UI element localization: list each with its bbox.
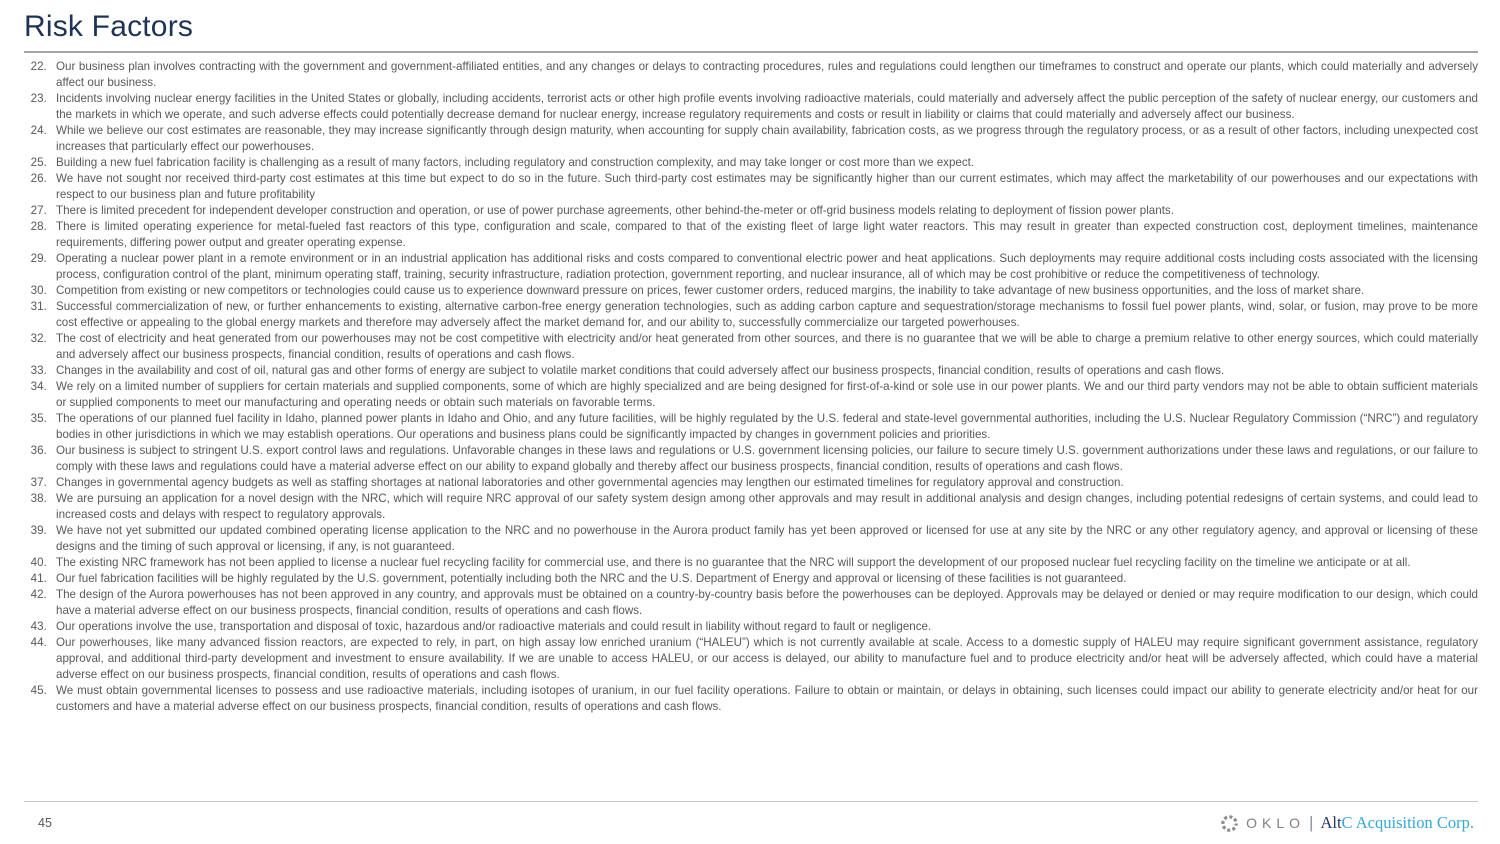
risk-factor-item: 35. The operations of our planned fuel facility in Idaho, planned power plants in Idaho and Ohio, and any future facilities, will be highly regulated by the U.S. federal and state-level governmental authorities, including the U.S. Nuclear Regulatory Commission (“NRC”) and regulatory bodies in other jurisdictions in which we may establish operations. Our operations and business plans could be significantly impacted by changes in government policies and priorities. (50, 411, 1478, 443)
slide-content (24, 8, 1478, 715)
altc-wordmark-light: C Acquisition Corp. (1341, 813, 1474, 832)
risk-factor-item: 42. The design of the Aurora powerhouses has not been approved in any country, and approvals must be obtained on a country-by-country basis before the powerhouses can be deployed. Approvals may be delayed or denied or may require modification to our design, which could have a material adverse effect on our business prospects, financial condition, results of operations and cash flows. (50, 587, 1478, 619)
risk-factor-item: 37. Changes in governmental agency budgets as well as staffing shortages at national laboratories and other governmental agencies may lengthen our estimated timelines for regulatory approval and construction. (50, 475, 1478, 491)
risk-factor-item: 32. The cost of electricity and heat generated from our powerhouses may not be cost competitive with electricity and/or heat generated from other sources, and there is no guarantee that we will be able to charge a premium relative to other energy sources, which could materially and adversely affect our business prospects, financial condition, results of operations and cash flows. (50, 331, 1478, 363)
oklo-altc-logo (1220, 813, 1478, 833)
title-divider (24, 51, 1478, 53)
risk-factor-item: 27. There is limited precedent for independent developer construction and operation, or use of power purchase agreements, other behind-the-meter or off-grid business models relating to deployment of fission power plants. (50, 203, 1478, 219)
risk-factor-item: 22. Our business plan involves contracting with the government and government-affiliated entities, and any changes or delays to contracting procedures, rules and regulations could lengthen our timeframes to construct and operate our plants, which could materially and adversely affect our business. (50, 59, 1478, 91)
risk-factor-item: 24. While we believe our cost estimates are reasonable, they may increase significantly through design maturity, when accounting for supply chain availability, fabrication costs, as we progress through the regulatory process, or as a result of other factors, including unexpected cost increases that particularly effect our powerhouses. (50, 123, 1478, 155)
risk-factor-item: 41. Our fuel fabrication facilities will be highly regulated by the U.S. government, potentially including both the NRC and the U.S. Department of Energy and approval or licensing of these facilities is not guaranteed. (50, 571, 1478, 587)
risk-factors-list (24, 59, 1478, 715)
risk-factor-item: 43. Our operations involve the use, transportation and disposal of toxic, hazardous and/or radioactive materials and could result in liability without regard to fault or negligence. (50, 619, 1478, 635)
risk-factor-item: 38. We are pursuing an application for a novel design with the NRC, which will require NRC approval of our safety system design among other approvals and may result in additional analysis and design changes, including potential redesigns of certain systems, and could lead to increased costs and delays with respect to regulatory approvals. (50, 491, 1478, 523)
logo-divider-bar: | (1309, 813, 1314, 832)
risk-factor-item: 31. Successful commercialization of new, or further enhancements to existing, alternative carbon-free energy generation technologies, such as adding carbon capture and sequestration/storage mechanisms to fossil fuel power plants, wind, solar, or fusion, may prove to be more cost effective or appealing to the global energy markets and therefore may adversely affect the market demand for, and our ability to, successfully commercialize our targeted powerhouses. (50, 299, 1478, 331)
risk-factor-item: 33. Changes in the availability and cost of oil, natural gas and other forms of energy are subject to volatile market conditions that could adversely affect our business prospects, financial condition, results of operations and cash flows. (50, 363, 1478, 379)
risk-factor-item: 36. Our business is subject to stringent U.S. export control laws and regulations. Unfavorable changes in these laws and regulations or U.S. government licensing policies, our failure to secure timely U.S. government authorizations under these laws and regulations, or our failure to comply with these laws and regulations could have a material adverse effect on our ability to expand globally and thereby affect our business prospects, financial condition, results of operations and cash flows. (50, 443, 1478, 475)
risk-factor-item: 34. We rely on a limited number of suppliers for certain materials and supplied components, some of which are highly specialized and are being designed for first-of-a-kind or sole use in our power plants. We and our third party vendors may not be able to obtain sufficient materials or supplied components to meet our manufacturing and operating needs or obtain such materials on favorable terms. (50, 379, 1478, 411)
page-number: 45 (38, 816, 52, 830)
slide-footer (24, 801, 1478, 844)
risk-factor-item: 28. There is limited operating experience for metal-fueled fast reactors of this type, configuration and scale, compared to that of the existing fleet of large light water reactors. This may result in greater than expected construction cost, deployment timelines, maintenance requirements, differing power output and greater operating expense. (50, 219, 1478, 251)
risk-factor-item: 39. We have not yet submitted our updated combined operating license application to the NRC and no powerhouse in the Aurora product family has yet been approved or licensed for use at any site by the NRC or any other regulatory agency, and approval or licensing of these designs and the timing of such approval or licensing, if any, is not guaranteed. (50, 523, 1478, 555)
altc-wordmark (1320, 813, 1474, 833)
risk-factor-item: 40. The existing NRC framework has not been applied to license a nuclear fuel recycling facility for commercial use, and there is no guarantee that the NRC will support the development of our proposed nuclear fuel recycling facility on the timeline we anticipate or at all. (50, 555, 1478, 571)
risk-factor-item: 29. Operating a nuclear power plant in a remote environment or in an industrial application has additional risks and costs compared to conventional electric power and heat applications. Such deployments may require additional costs including costs associated with the licensing process, configuration control of the plant, minimum operating staff, training, security infrastructure, radiation protection, government reporting, and nuclear insurance, all of which may be cost prohibitive or reduce the competitiveness of technology. (50, 251, 1478, 283)
risk-factor-item: 26. We have not sought nor received third-party cost estimates at this time but expect to do so in the future. Such third-party cost estimates may be significantly higher than our current estimates, which may affect the marketability of our powerhouses and our expectations with respect to our business plan and future profitability (50, 171, 1478, 203)
oklo-wordmark: OKLO (1246, 815, 1306, 831)
risk-factor-item: 23. Incidents involving nuclear energy facilities in the United States or globally, including accidents, terrorist acts or other high profile events involving radioactive materials, could materially and adversely affect the public perception of the safety of nuclear energy, our customers and the markets in which we operate, and such adverse effects could potentially decrease demand for nuclear energy, increase regulatory requirements and costs or result in liability or claims that could materially and adversely affect our business. (50, 91, 1478, 123)
oklo-ring-icon (1220, 814, 1239, 833)
altc-wordmark-dark: Alt (1320, 813, 1342, 832)
risk-factor-item: 25. Building a new fuel fabrication facility is challenging as a result of many factors, including regulatory and construction complexity, and may take longer or cost more than we expect. (50, 155, 1478, 171)
risk-factor-item: 44. Our powerhouses, like many advanced fission reactors, are expected to rely, in part, on high assay low enriched uranium (“HALEU”) which is not currently available at scale. Access to a domestic supply of HALEU may require significant government assistance, regulatory approval, and additional third-party development and investment to ensure availability. If we are unable to access HALEU, or our access is delayed, our ability to manufacture fuel and to produce electricity and/or heat will be adversely affected, which could have a material adverse effect on our business prospects, financial condition, results of operations and cash flows. (50, 635, 1478, 683)
risk-factor-item: 30. Competition from existing or new competitors or technologies could cause us to experience downward pressure on prices, fewer customer orders, reduced margins, the inability to take advantage of new business opportunities, and the loss of market share. (50, 283, 1478, 299)
page-title: Risk Factors (24, 10, 194, 43)
risk-factor-item: 45. We must obtain governmental licenses to possess and use radioactive materials, including isotopes of uranium, in our fuel facility operations. Failure to obtain or maintain, or delays in obtaining, such licenses could impact our ability to generate electricity and/or heat for our customers and have a material adverse effect on our business prospects, financial condition, results of operations and cash flows. (50, 683, 1478, 715)
